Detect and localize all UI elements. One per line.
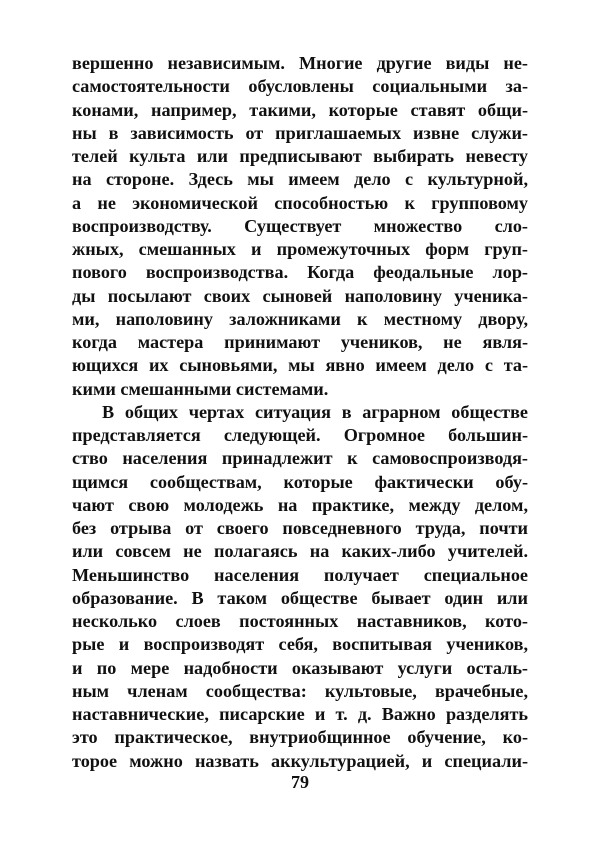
paragraph-2 — [72, 401, 528, 773]
text-line: наставнические, писарские и т. д. Важно разделять — [72, 704, 528, 724]
text-line: несколько слоев постоянных наставников, кото- — [72, 611, 528, 631]
text-line: щимся сообществам, которые фактически обу- — [72, 471, 528, 492]
text-line: кими смешанными системами. — [72, 378, 329, 399]
text-line: без отрыва от своего повседневного труда, почти — [72, 518, 528, 538]
text-line: пового воспроизводства. Когда феодальные лор- — [72, 262, 528, 283]
text-line: воспроизводству. Существует множество сло- — [72, 215, 528, 236]
text-line: образование. В таком обществе бывает один или — [72, 587, 528, 608]
text-line: когда мастера принимают учеников, не явля- — [72, 332, 528, 352]
text-line: вершенно независимым. Многие другие виды не- — [72, 53, 528, 73]
text-line: и по мере надобности оказывают услуги осталь- — [72, 657, 528, 678]
text-line: или совсем не полагаясь на каких-либо учителей. — [72, 541, 528, 562]
text-line: ны в зависимость от приглашаемых извне служи- — [72, 122, 528, 143]
text-line: телей культа или предписывают выбирать невесту — [72, 146, 528, 166]
text-line: а не экономической способностью к групповому — [72, 192, 528, 213]
text-line: В общих чертах ситуация в аграрном обществе — [102, 401, 528, 422]
text-line: ным членам сообщества: культовые, врачебные, — [72, 680, 528, 701]
text-line: это практическое, внутриобщинное обучение, ко- — [72, 727, 528, 748]
text-line: жных, смешанных и промежуточных форм груп- — [72, 239, 528, 259]
text-line: представляется следующей. Огромное большин- — [72, 425, 528, 445]
paragraph-1 — [72, 52, 528, 401]
text-line: конами, например, такими, которые ставят общи- — [72, 99, 528, 120]
text-line: ющихся их сыновьями, мы явно имеем дело с та- — [72, 355, 528, 376]
text-line: торое можно назвать аккультурацией, и специали- — [72, 750, 528, 771]
text-line: на стороне. Здесь мы имеем дело с культурной, — [72, 169, 528, 190]
text-line: ды посылают своих сыновей наполовину ученика- — [72, 285, 528, 306]
page-number: 79 — [291, 772, 309, 792]
body-text — [72, 52, 528, 773]
text-line: Меньшинство населения получает специальное — [72, 564, 528, 585]
text-line: ство населения принадлежит к самовоспроизводя- — [72, 448, 528, 469]
text-line: самостоятельности обусловлены социальными за- — [72, 76, 528, 97]
text-line: рые и воспроизводят себя, воспитывая учеников, — [72, 634, 528, 655]
text-line: чают свою молодежь на практике, между делом, — [72, 494, 528, 515]
text-line: ми, наполовину заложниками к местному двору, — [72, 308, 528, 329]
